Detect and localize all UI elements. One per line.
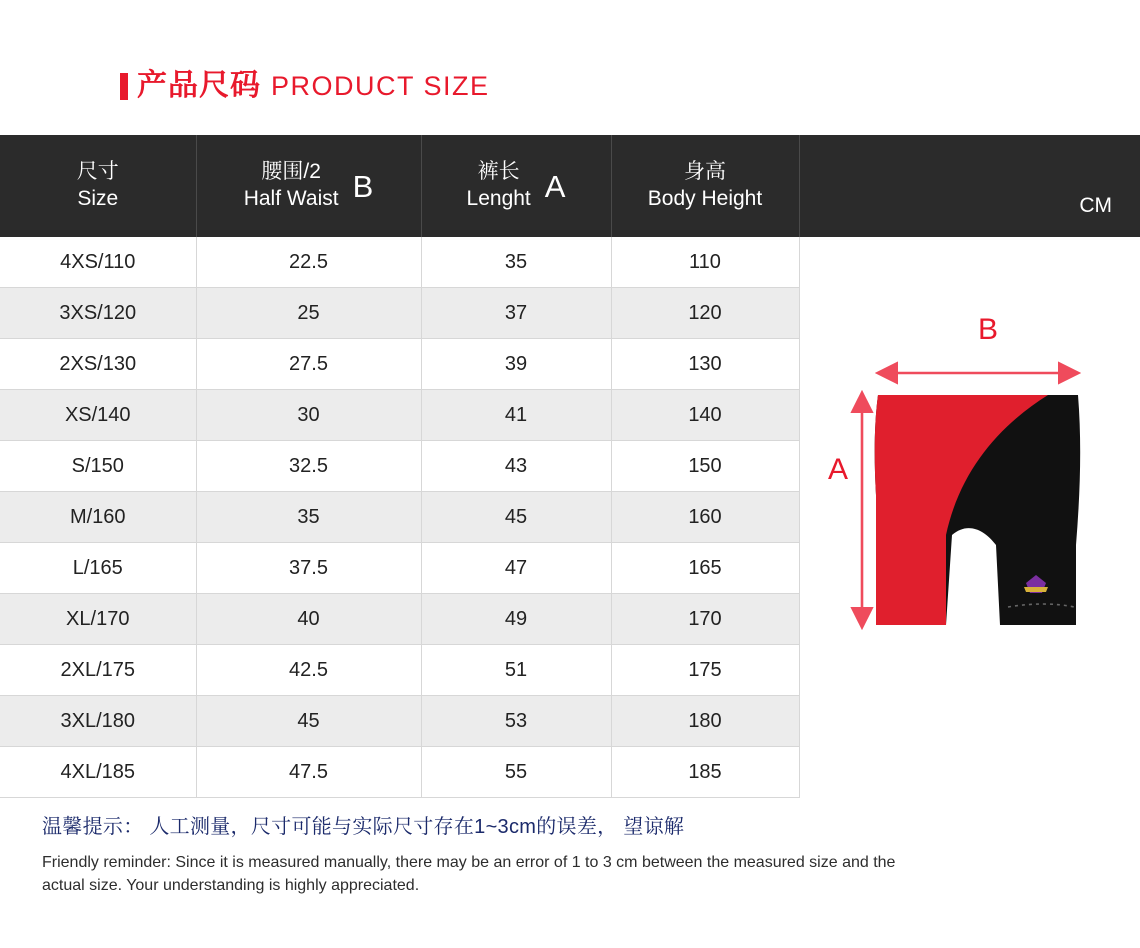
title-accent-bar (120, 73, 128, 100)
table-row (0, 747, 1140, 798)
table-header-row (0, 135, 1140, 237)
cell-body-height: 140 (611, 390, 799, 441)
cell-length: 41 (421, 390, 611, 441)
cell-size: 2XL/175 (0, 645, 196, 696)
cell-half-waist: 42.5 (196, 645, 421, 696)
cell-size: 3XS/120 (0, 288, 196, 339)
column-header-size (0, 135, 196, 237)
cell-size: L/165 (0, 543, 196, 594)
cell-size: XL/170 (0, 594, 196, 645)
cell-length: 43 (421, 441, 611, 492)
title-chinese: 产品尺码 (137, 69, 261, 102)
cell-length: 45 (421, 492, 611, 543)
cell-size: M/160 (0, 492, 196, 543)
column-header-half-waist-en: Half Waist (243, 187, 339, 210)
cell-length: 49 (421, 594, 611, 645)
cell-body-height: 180 (611, 696, 799, 747)
cell-body-height: 130 (611, 339, 799, 390)
column-header-body-height (611, 135, 799, 237)
cell-body-height: 175 (611, 645, 799, 696)
column-header-half-waist (196, 135, 421, 237)
cell-size: S/150 (0, 441, 196, 492)
cell-half-waist: 37.5 (196, 543, 421, 594)
cell-half-waist: 22.5 (196, 237, 421, 288)
cell-size: XS/140 (0, 390, 196, 441)
column-header-size-cn: 尺寸 (76, 160, 119, 184)
page-title (120, 66, 490, 106)
cell-body-height: 110 (611, 237, 799, 288)
cell-body-height: 165 (611, 543, 799, 594)
column-header-half-waist-letter: B (352, 168, 374, 204)
garment-shape (875, 395, 1080, 625)
cell-size: 4XL/185 (0, 747, 196, 798)
dimension-label-b: B (978, 313, 999, 346)
cell-half-waist: 47.5 (196, 747, 421, 798)
cell-length: 55 (421, 747, 611, 798)
column-header-size-en: Size (77, 187, 119, 210)
column-header-length-letter: A (544, 168, 566, 204)
cell-size: 2XS/130 (0, 339, 196, 390)
garment-diagram-svg (800, 295, 1130, 665)
column-header-length-en: Lenght (466, 187, 531, 210)
unit-label: CM (1079, 194, 1112, 217)
garment-illustration (800, 295, 1130, 665)
table-row (0, 696, 1140, 747)
cell-length: 39 (421, 339, 611, 390)
cell-length: 37 (421, 288, 611, 339)
cell-half-waist: 35 (196, 492, 421, 543)
dimension-label-a: A (828, 453, 849, 486)
column-header-length-cn: 裤长 (477, 160, 520, 184)
cell-half-waist: 45 (196, 696, 421, 747)
table-row (0, 237, 1140, 288)
cell-body-height: 170 (611, 594, 799, 645)
column-header-unit (799, 135, 1140, 237)
column-header-body-height-cn: 身高 (684, 160, 726, 184)
cell-body-height: 120 (611, 288, 799, 339)
cell-body-height: 185 (611, 747, 799, 798)
title-english: PRODUCT SIZE (271, 70, 490, 101)
column-header-body-height-en: Body Height (647, 187, 763, 210)
cell-length: 35 (421, 237, 611, 288)
cell-body-height: 160 (611, 492, 799, 543)
cell-length: 53 (421, 696, 611, 747)
cell-half-waist: 27.5 (196, 339, 421, 390)
cell-body-height: 150 (611, 441, 799, 492)
note-chinese: 温馨提示： 人工测量，尺寸可能与实际尺寸存在1~3cm的误差， 望谅解 (42, 816, 685, 838)
column-header-length (421, 135, 611, 237)
cell-spacer (799, 237, 1140, 288)
cell-half-waist: 25 (196, 288, 421, 339)
cell-size: 4XS/110 (0, 237, 196, 288)
cell-length: 51 (421, 645, 611, 696)
note-english: Friendly reminder: Since it is measured manually, there may be an error of 1 to 3 cm between the measured size and the actual size. Your understanding is highly appreciated. (42, 854, 896, 895)
cell-spacer (799, 696, 1140, 747)
table-header (0, 135, 1140, 237)
cell-spacer (799, 747, 1140, 798)
cell-half-waist: 30 (196, 390, 421, 441)
cell-length: 47 (421, 543, 611, 594)
cell-half-waist: 40 (196, 594, 421, 645)
column-header-half-waist-cn: 腰围/2 (261, 160, 321, 184)
cell-size: 3XL/180 (0, 696, 196, 747)
cell-half-waist: 32.5 (196, 441, 421, 492)
